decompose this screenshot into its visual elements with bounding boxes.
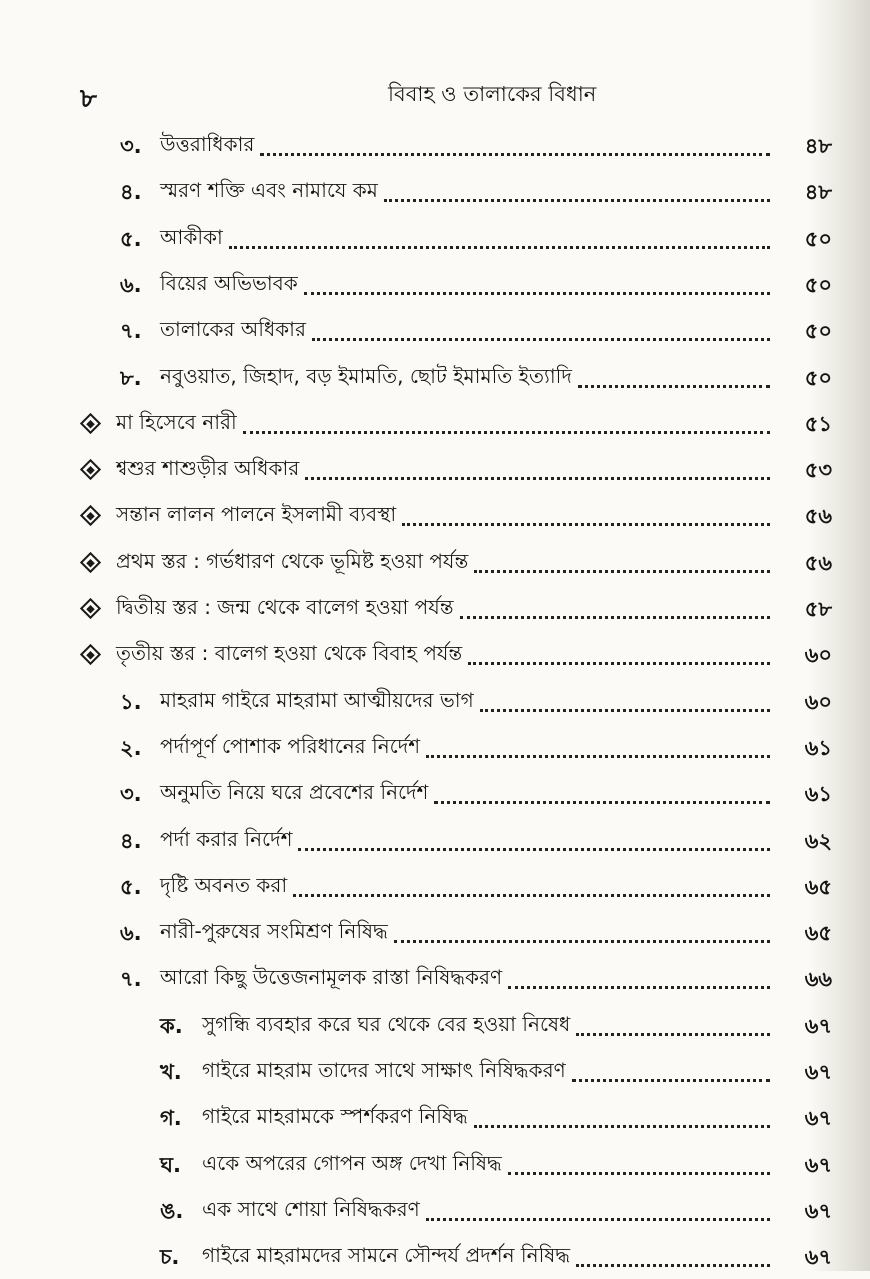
diamond-bullet-icon: [80, 413, 101, 434]
toc-entry-title: নবুওয়াত, জিহাদ, বড় ইমামতি, ছোট ইমামতি ইত্যাদি: [160, 363, 572, 388]
toc-entry: [0, 1193, 870, 1233]
dot-leader: [460, 616, 770, 619]
toc-entry-number: ক.: [160, 1013, 183, 1038]
dot-leader: [480, 709, 770, 712]
toc-entry: [0, 1239, 870, 1279]
toc-entry-page: ৪৮: [804, 180, 832, 205]
dot-leader: [508, 986, 770, 989]
dot-leader: [572, 1079, 770, 1082]
toc-entry-page: ৬৭: [804, 1198, 832, 1223]
toc-entry-title: সুগন্ধি ব্যবহার করে ঘর থেকে বের হওয়া নিষেধ: [202, 1011, 571, 1036]
dot-leader: [426, 1218, 770, 1221]
toc-entry: [0, 452, 870, 492]
toc-entry-title: গাইরে মাহরাম তাদের সাথে সাক্ষাৎ নিষিদ্ধকরণ: [202, 1058, 566, 1082]
toc-entry-page: ৫৬: [804, 504, 832, 529]
toc-entry-title: একে অপরের গোপন অঙ্গ দেখা নিষিদ্ধ: [202, 1150, 502, 1175]
toc-entry-number: ৬.: [120, 921, 142, 946]
dot-leader: [434, 801, 770, 804]
toc-entry-number: খ.: [160, 1060, 182, 1084]
toc-entry-number: ৭.: [120, 319, 142, 344]
toc-entry-number: চ.: [160, 1245, 180, 1270]
toc-entry-title: স্মরণ শক্তি এবং নামাযে কম: [160, 178, 378, 203]
toc-entry: [0, 961, 870, 1001]
toc-entry: [0, 313, 870, 353]
toc-entry-page: ৫৩: [804, 458, 832, 483]
diamond-bullet-icon: [80, 644, 101, 665]
toc-entry: [0, 406, 870, 446]
toc-entry-number: ঘ.: [160, 1152, 181, 1177]
toc-entry-title: এক সাথে শোয়া নিষিদ্ধকরণ: [202, 1196, 420, 1221]
toc-entry-page: ৬৭: [804, 1013, 832, 1038]
diamond-bullet-icon: [80, 598, 101, 619]
toc-entry-page: ৬১: [804, 735, 832, 760]
toc-entry: [0, 128, 870, 168]
dot-leader: [474, 1125, 770, 1128]
dot-leader: [508, 1172, 770, 1175]
toc-entry-title: আকীকা: [160, 224, 223, 249]
toc-entry-page: ৬৫: [804, 874, 832, 899]
toc-entry: [0, 1147, 870, 1187]
running-title: বিবাহ ও তালাকের বিধান: [388, 82, 597, 106]
toc-entry-page: ৫৮: [804, 597, 832, 621]
dot-leader: [468, 662, 770, 665]
dot-leader: [229, 246, 770, 249]
toc-entry-number: ৩.: [120, 782, 142, 807]
toc-entry-number: ৫.: [120, 874, 142, 899]
toc-entry: [0, 174, 870, 214]
toc-entry-title: পর্দাপূর্ণ পোশাক পরিধানের নির্দেশ: [160, 733, 421, 758]
toc-entry-page: ৫০: [804, 365, 832, 390]
toc-entry-page: ৬০: [804, 643, 832, 668]
toc-entry: [0, 498, 870, 538]
dot-leader: [298, 848, 770, 851]
toc-entry-title: প্রথম স্তর : গর্ভধারণ থেকে ভূমিষ্ট হওয়া পর্যন্ত: [116, 548, 469, 573]
toc-entry-page: ৬০: [804, 689, 832, 714]
toc-entry-page: ৫০: [804, 272, 832, 297]
diamond-bullet-icon: [80, 459, 101, 480]
toc-entry-title: নারী-পুরুষের সংমিশ্রণ নিষিদ্ধ: [160, 919, 388, 944]
toc-entry: [0, 915, 870, 955]
toc-entry-number: ৩.: [120, 134, 142, 158]
toc-entry: [0, 1054, 870, 1094]
diamond-bullet-icon: [80, 552, 101, 573]
toc-entry-page: ৬১: [804, 782, 832, 807]
toc-entry: [0, 776, 870, 816]
page-number: ৮: [80, 84, 97, 114]
toc-entry: [0, 360, 870, 400]
toc-entry-number: গ.: [160, 1106, 182, 1131]
toc-entry: [0, 267, 870, 307]
toc-entry: [0, 637, 870, 677]
toc-entry: [0, 221, 870, 261]
toc-entry-number: ৭.: [120, 967, 142, 992]
toc-entry: [0, 869, 870, 909]
toc-entry-title: আরো কিছু উত্তেজনামূলক রাস্তা নিষিদ্ধকরণ: [160, 965, 503, 990]
toc-entry-title: গাইরে মাহরামদের সামনে সৌন্দর্য প্রদর্শন নিষিদ্ধ: [202, 1243, 570, 1268]
toc-entry-title: অনুমতি নিয়ে ঘরে প্রবেশের নির্দেশ: [160, 780, 429, 805]
dot-leader: [312, 338, 770, 341]
toc-entry-number: ৫.: [120, 226, 142, 251]
toc-entry-title: তালাকের অধিকার: [160, 317, 306, 342]
toc-entry-page: ৫০: [804, 226, 832, 251]
toc-entry-number: ৬.: [120, 272, 142, 297]
toc-entry-title: তৃতীয় স্তর : বালেগ হওয়া থেকে বিবাহ পর্যন্ত: [116, 641, 463, 666]
dot-leader: [426, 755, 770, 758]
toc-entry-title: মাহরাম গাইরে মাহরামা আত্মীয়দের ভাগ: [160, 687, 474, 712]
toc-entry-number: ২.: [120, 735, 142, 760]
dot-leader: [243, 431, 770, 434]
toc-entry-page: ৬৭: [804, 1106, 832, 1131]
toc-entry: [0, 1008, 870, 1048]
toc-entry-title: শ্বশুর শাশুড়ীর অধিকার: [116, 456, 300, 481]
dot-leader: [384, 199, 770, 202]
toc-entry-page: ৬৫: [804, 921, 832, 946]
toc-entry: [0, 1100, 870, 1140]
dot-leader: [402, 523, 770, 526]
toc-entry-page: ৬৬: [804, 967, 832, 992]
dot-leader: [578, 385, 770, 388]
toc-entry: [0, 591, 870, 631]
toc-entry-title: উত্তরাধিকার: [160, 132, 255, 156]
dot-leader: [394, 940, 770, 943]
toc-entry-number: ১.: [120, 689, 142, 714]
toc-entry-number: ৪.: [120, 828, 142, 853]
dot-leader: [576, 1033, 770, 1036]
dot-leader: [576, 1264, 770, 1267]
toc-entry: [0, 730, 870, 770]
toc-entry-title: দ্বিতীয় স্তর : জন্ম থেকে বালেগ হওয়া পর্যন্ত: [116, 595, 454, 619]
toc-entry-number: ৪.: [120, 180, 142, 205]
dot-leader: [304, 292, 770, 295]
toc-entry-title: পর্দা করার নির্দেশ: [160, 826, 293, 851]
toc-entry: [0, 545, 870, 585]
dot-leader: [305, 477, 770, 480]
toc-entry-title: মা হিসেবে নারী: [116, 409, 237, 434]
dot-leader: [474, 570, 770, 573]
diamond-bullet-icon: [80, 505, 101, 526]
page-header: [0, 72, 870, 114]
toc-entry-page: ৬৭: [804, 1152, 832, 1177]
toc-entry-title: বিয়ের অভিভাবক: [160, 270, 298, 295]
toc-entry-number: ৮.: [120, 365, 142, 390]
toc-entry-title: গাইরে মাহরামকে স্পর্শকরণ নিষিদ্ধ: [202, 1104, 468, 1129]
toc-entry: [0, 684, 870, 724]
toc-entry-title: সন্তান লালন পালনে ইসলামী ব্যবস্থা: [116, 502, 397, 527]
toc-entry-page: ৬৭: [804, 1245, 832, 1270]
toc-entry-page: ৬২: [804, 828, 832, 853]
toc-entry-page: ৬৭: [804, 1060, 832, 1084]
toc-entry-title: দৃষ্টি অবনত করা: [160, 872, 288, 897]
toc-entry-number: ঙ.: [160, 1198, 184, 1223]
toc-entry-page: ৫০: [804, 319, 832, 344]
toc-entry: [0, 823, 870, 863]
toc-entry-page: ৫১: [804, 411, 832, 436]
dot-leader: [293, 894, 770, 897]
toc-entry-page: ৫৬: [804, 550, 832, 575]
dot-leader: [260, 153, 770, 156]
toc-entry-page: ৪৮: [804, 134, 832, 158]
